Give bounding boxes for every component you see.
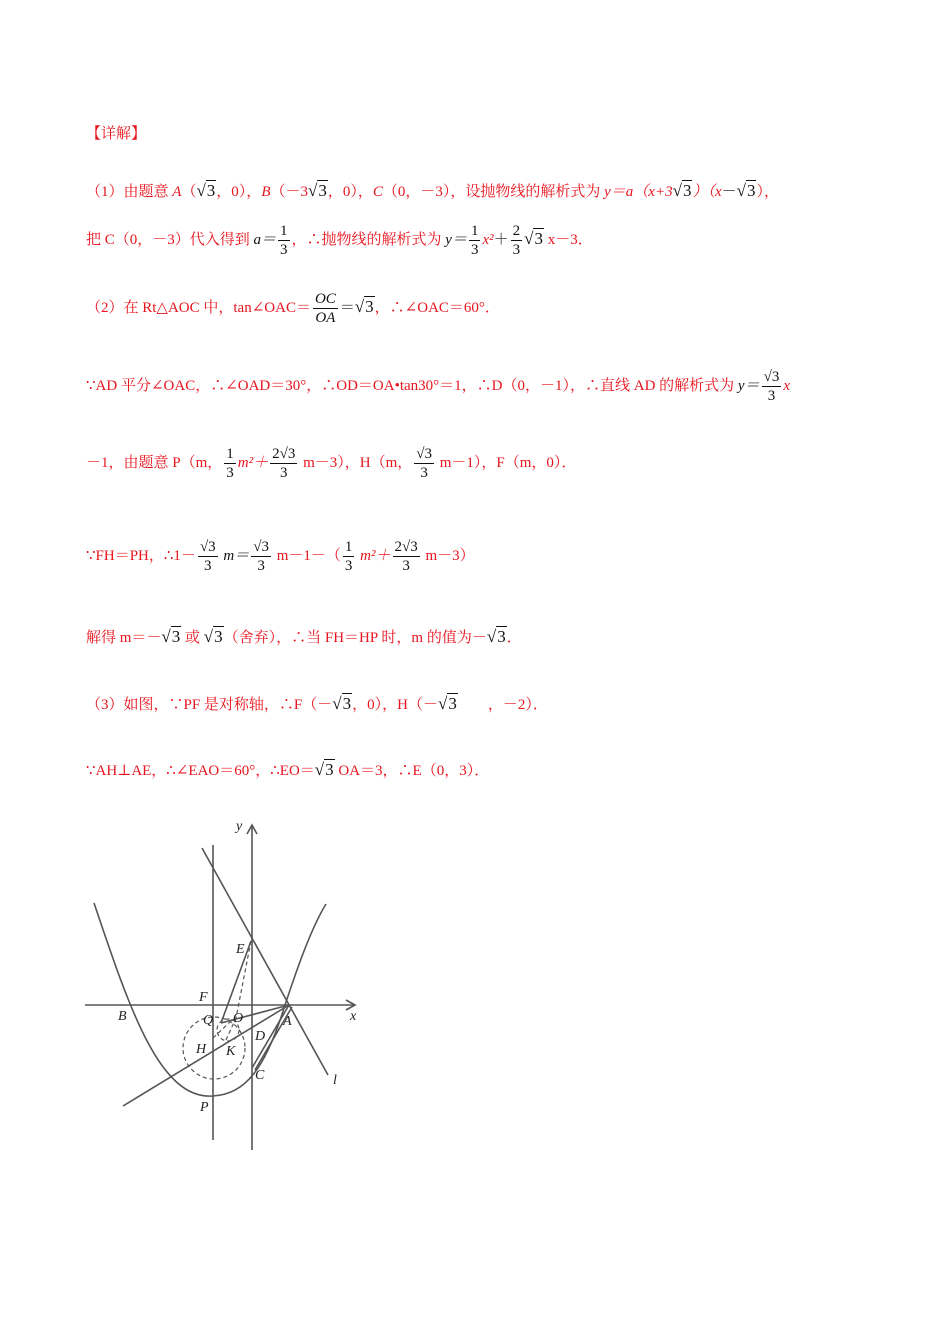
label-D: D <box>255 1029 266 1044</box>
part2-line3 <box>86 445 576 482</box>
a-equals: a＝ <box>253 231 277 248</box>
text: （3）如图，∵PF 是对称轴，∴F（－ <box>86 697 333 713</box>
geometry-diagram <box>80 815 380 1160</box>
sqrt-3: √3 <box>736 181 756 200</box>
part2-line2 <box>86 368 790 405</box>
segment-QA <box>221 1005 289 1023</box>
text: ，∴∠OAC＝60°． <box>374 299 500 316</box>
text: ． <box>506 630 522 646</box>
parabola <box>94 903 326 1096</box>
section-heading: 【详解】 <box>86 126 147 142</box>
point-C: C <box>372 184 383 200</box>
m-squared: m²＋ <box>237 454 269 471</box>
equation: ）（x <box>692 184 722 200</box>
text: ，0）， <box>327 184 373 200</box>
fraction: $\frac{√3}{3}$ <box>763 369 780 404</box>
label-O: O <box>233 1011 244 1026</box>
part2-line5 <box>86 627 522 648</box>
text: ，－2）． <box>457 697 548 713</box>
text: （0，－3），设抛物线的解析式为 <box>382 184 605 200</box>
fraction: $\frac{1}{3}$ <box>226 446 234 481</box>
y-equals: y＝ <box>445 231 467 248</box>
equals: ＝ <box>339 299 355 316</box>
part1-line2 <box>86 222 593 259</box>
part3-line2 <box>86 760 489 781</box>
part1-line1: （1）由题意 A（√3，0），B（－3√3，0），C（0，－3），设抛物线的解析式为 y＝a（x+3√3）（x－√3）， <box>86 181 779 200</box>
sqrt-3: √3 <box>437 694 457 713</box>
sqrt-3: √3 <box>524 228 543 248</box>
text: （舍弃），∴当 FH＝HP 时，m 的值为－ <box>223 630 487 646</box>
text: （2）在 Rt△AOC 中， <box>86 299 234 316</box>
text: m－3） <box>421 547 475 564</box>
text: ∵AH⊥AE，∴∠EAO＝60°，∴EO＝ <box>86 763 315 779</box>
sqrt-3: √3 <box>203 627 223 646</box>
label-P: P <box>200 1100 209 1115</box>
text: （－3 <box>270 184 308 200</box>
fraction: $\frac{1}{3}$ <box>280 223 288 258</box>
part2-line1 <box>86 290 500 327</box>
fraction: $\frac{1}{3}$ <box>344 539 353 574</box>
text: m－1），F（m，0）． <box>436 454 577 471</box>
label-F: F <box>199 990 208 1005</box>
label-Q: Q <box>203 1013 214 1028</box>
part3-line1 <box>86 694 548 715</box>
sqrt-3: √3 <box>196 181 216 200</box>
text: 把 C（0，－3）代入得到 <box>86 231 254 248</box>
text: ∵FH＝PH，∴1－ <box>86 547 196 564</box>
point-A: A <box>172 184 182 200</box>
text: ∵AD 平分∠OAC，∴∠OAD＝30°，∴OD＝OA•tan30°＝1，∴D（0，－1），∴直线 AD 的解析式为 <box>86 377 738 394</box>
sqrt-3: √3 <box>486 627 506 646</box>
fraction: $\frac{2√3}{3}$ <box>272 446 296 481</box>
text: m－3），H（m， <box>299 454 413 471</box>
text: m－1－（ <box>273 547 341 564</box>
part2-line4 <box>86 538 475 575</box>
label-E: E <box>236 942 245 957</box>
label-y: y <box>236 819 243 834</box>
fraction: $\frac{√3}{3}$ <box>253 539 269 574</box>
sqrt-3: √3 <box>308 181 327 200</box>
label-H: H <box>196 1042 207 1057</box>
text: ）， <box>756 184 779 200</box>
text: x－3． <box>543 231 593 248</box>
tan-expression: tan∠OAC＝ <box>233 299 311 316</box>
sqrt-3: √3 <box>314 760 334 779</box>
label-C: C <box>255 1068 265 1083</box>
label-B: B <box>118 1009 127 1024</box>
label-x: x <box>350 1009 357 1024</box>
text: （1）由题意 <box>86 184 173 200</box>
text: ，0）， <box>216 184 262 200</box>
plus: ＋ <box>493 231 509 248</box>
m-equals: m＝ <box>219 547 250 564</box>
text: ，∴抛物线的解析式为 <box>291 231 446 248</box>
fraction: $\frac{1}{3}$ <box>470 223 479 258</box>
fraction: $\frac{√3}{3}$ <box>199 539 216 574</box>
text: －1，由题意 P（m， <box>86 454 223 471</box>
y-equals: y＝ <box>737 377 760 394</box>
fraction: $\frac{√3}{3}$ <box>416 446 432 481</box>
sqrt-3: √3 <box>332 694 352 713</box>
equation: y＝a（x+3 <box>604 184 673 200</box>
point-B: B <box>261 184 271 200</box>
x-var: x <box>783 377 790 394</box>
label-l: l <box>333 1073 337 1088</box>
sqrt-3: √3 <box>672 181 692 200</box>
text: 或 <box>181 630 204 646</box>
x-squared: x² <box>482 231 494 248</box>
fraction: $\frac{2√3}{3}$ <box>394 539 418 574</box>
dashed-circle-large <box>183 1017 245 1079</box>
fraction: $\frac{2}{3}$ <box>512 223 521 258</box>
fraction: $\frac{OC}{OA}$ <box>314 291 336 326</box>
sqrt-3: √3 <box>354 296 374 316</box>
text: ，0），H（－ <box>352 697 438 713</box>
text: （ <box>181 184 197 200</box>
sqrt-3: √3 <box>161 627 181 646</box>
text: 解得 m＝－ <box>86 630 162 646</box>
label-A: A <box>283 1014 292 1029</box>
text: OA＝3，∴E（0，3）． <box>334 763 490 779</box>
m-squared: m²＋ <box>356 547 391 564</box>
label-K: K <box>226 1044 236 1059</box>
